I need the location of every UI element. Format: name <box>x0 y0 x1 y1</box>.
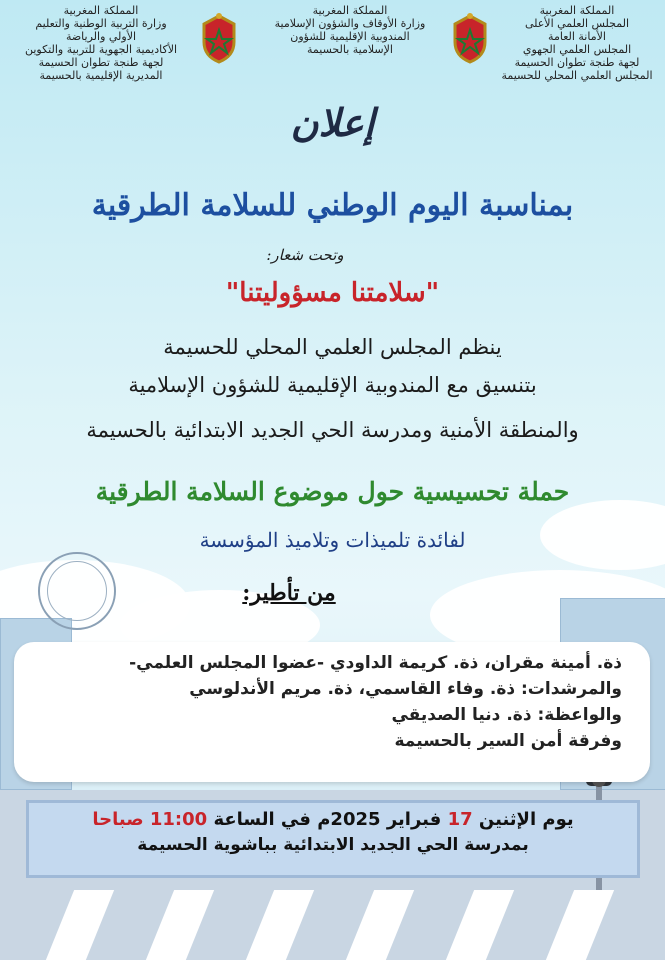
slogan-intro: وتحت شعار: <box>266 246 344 264</box>
header-line: لجهة طنجة تطوان الحسيمة <box>514 56 640 69</box>
supervisor-line: والمرشدات: ذة. وفاء القاسمي، ذة. مريم الأندلوسي <box>189 679 622 699</box>
header-line: الإسلامية بالحسيمة <box>307 43 393 56</box>
schedule-date-line <box>29 809 637 830</box>
schedule-venue: بمدرسة الحي الجديد الابتدائية بباشوية الحسيمة <box>137 835 529 855</box>
header-line: المملكة المغربية <box>312 4 388 17</box>
organizer-line: والمنطقة الأمنية ومدرسة الحي الجديد الابتدائية بالحسيمة <box>86 418 579 442</box>
schedule-month: فبراير <box>386 809 442 830</box>
header-center <box>255 4 445 56</box>
header-left <box>6 4 196 82</box>
supervisor-line: وفرقة أمن السير بالحسيمة <box>394 731 622 751</box>
moroccan-emblem-icon <box>447 12 493 64</box>
header-line: المملكة المغربية <box>63 4 139 17</box>
schedule-day-number: 17 <box>447 809 473 830</box>
beneficiaries-line: لفائدة تلميذات وتلاميذ المؤسسة <box>199 528 466 552</box>
supervision-label: من تأطير: <box>242 580 336 606</box>
crosswalk-stripe <box>546 890 614 960</box>
moroccan-emblem-icon <box>196 12 242 64</box>
schedule-year: 2025م <box>317 809 381 830</box>
header-line: لجهة طنجة تطوان الحسيمة <box>38 56 164 69</box>
schedule-day: يوم الإثنين <box>478 809 574 830</box>
supervisor-line: والواعظة: ذة. دنيا الصديقي <box>391 705 622 725</box>
header-line: المديرية الإقليمية بالحسيمة <box>39 69 163 82</box>
header-line: وزارة التربية الوطنية والتعليم <box>35 17 167 30</box>
crosswalk-stripe <box>346 890 414 960</box>
slogan: "سلامتنا مسؤوليتنا" <box>225 278 440 308</box>
header-line: المجلس العلمي الجهوي <box>522 43 632 56</box>
campaign-heading: حملة تحسيسية حول موضوع السلامة الطرقية <box>95 477 570 506</box>
organizer-line: بتنسيق مع المندوبية الإقليمية للشؤون الإسلامية <box>128 373 537 397</box>
schedule-box <box>26 800 640 878</box>
occasion-heading: بمناسبة اليوم الوطني للسلامة الطرقية <box>91 188 574 223</box>
schedule-time: 11:00 <box>149 809 208 830</box>
header-line: الأكاديمية الجهوية للتربية والتكوين <box>24 43 178 56</box>
header-line: المجلس العلمي المحلي للحسيمة <box>501 69 653 82</box>
header-right <box>497 4 657 82</box>
crosswalk-stripe <box>246 890 314 960</box>
schedule-period: صباحا <box>92 809 144 830</box>
supervisor-line: ذة. أمينة مقران، ذة. كريمة الداودي -عضوا المجلس العلمي- <box>129 653 622 673</box>
supervisors-box <box>14 642 650 782</box>
organizer-line: ينظم المجلس العلمي المحلي للحسيمة <box>163 335 502 359</box>
header-line: الأولي والرياضة <box>65 30 137 43</box>
crosswalk-stripe <box>46 890 114 960</box>
official-stamp-icon <box>38 552 116 630</box>
announcement-title: إعلان <box>290 100 375 145</box>
header-line: وزارة الأوقاف والشؤون الإسلامية <box>274 17 426 30</box>
schedule-at-time: في الساعة <box>213 809 311 830</box>
crosswalk-stripe <box>146 890 214 960</box>
crosswalk-stripe <box>446 890 514 960</box>
header-line: المملكة المغربية <box>539 4 615 17</box>
header-line: الأمانة العامة <box>548 30 606 43</box>
header-line: المجلس العلمي الأعلى <box>524 17 630 30</box>
header-line: المندوبية الإقليمية للشؤون <box>290 30 410 43</box>
